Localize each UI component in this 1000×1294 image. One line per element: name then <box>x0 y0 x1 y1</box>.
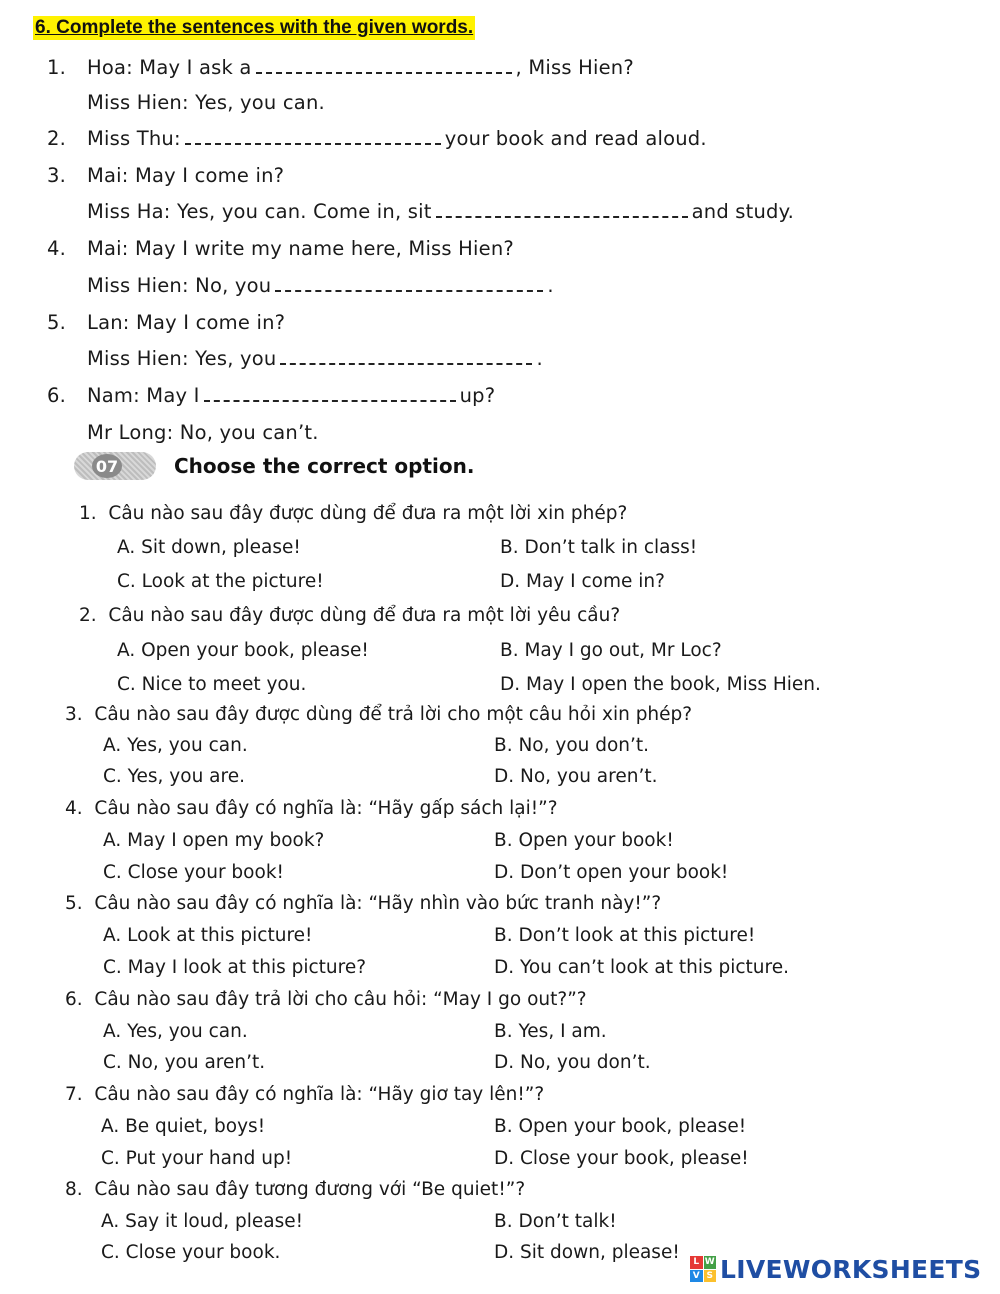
q1-option-c[interactable]: C. Look at the picture! <box>117 571 324 592</box>
question-number: 2. <box>79 605 97 626</box>
exercise-7-header <box>74 451 474 481</box>
q7-option-b[interactable]: B. Open your book, please! <box>494 1116 747 1137</box>
answer-blank-1[interactable] <box>256 58 512 74</box>
q1-option-b[interactable]: B. Don’t talk in class! <box>500 537 698 558</box>
answer-blank-5[interactable] <box>280 349 532 365</box>
sentence-end: , Miss Hien? <box>515 56 634 79</box>
q6-option-a[interactable]: A. Yes, you can. <box>103 1021 248 1042</box>
ex6-item-1 <box>47 56 634 79</box>
q5-option-b[interactable]: B. Don’t look at this picture! <box>494 925 756 946</box>
question-text: Câu nào sau đây được dùng để đưa ra một lời xin phép? <box>108 503 628 524</box>
sentence-start: Miss Thu: <box>87 127 181 150</box>
exercise-7-title: Choose the correct option. <box>174 454 475 478</box>
q2-option-c[interactable]: C. Nice to meet you. <box>117 674 307 695</box>
question-7 <box>65 1084 544 1105</box>
question-text: Câu nào sau đây có nghĩa là: “Hãy gấp sách lại!”? <box>94 798 558 819</box>
liveworksheets-logo <box>690 1254 981 1284</box>
q2-option-d[interactable]: D. May I open the book, Miss Hien. <box>500 674 821 695</box>
q8-option-a[interactable]: A. Say it loud, please! <box>101 1211 304 1232</box>
question-number: 7. <box>65 1084 83 1105</box>
q5-option-a[interactable]: A. Look at this picture! <box>103 925 313 946</box>
q6-option-b[interactable]: B. Yes, I am. <box>494 1021 607 1042</box>
question-number: 4. <box>65 798 83 819</box>
question-text: Câu nào sau đây trả lời cho câu hỏi: “May I go out?”? <box>94 989 587 1010</box>
question-number: 1. <box>79 503 97 524</box>
q3-option-c[interactable]: C. Yes, you are. <box>103 766 245 787</box>
question-6 <box>65 989 587 1010</box>
ex6-item-4 <box>47 237 514 260</box>
item-number: 3. <box>47 164 67 187</box>
ex6-reply-1: Miss Hien: Yes, you can. <box>87 91 325 114</box>
question-5 <box>65 893 661 914</box>
q1-option-d[interactable]: D. May I come in? <box>500 571 665 592</box>
q1-option-a[interactable]: A. Sit down, please! <box>117 537 301 558</box>
sentence-end: your book and read aloud. <box>444 127 707 150</box>
q3-option-b[interactable]: B. No, you don’t. <box>494 735 650 756</box>
question-number: 6. <box>65 989 83 1010</box>
sentence-end: . <box>536 347 543 370</box>
q8-option-d[interactable]: D. Sit down, please! <box>494 1242 680 1263</box>
q7-option-a[interactable]: A. Be quiet, boys! <box>101 1116 266 1137</box>
exercise-6-title: 6. Complete the sentences with the given words. <box>35 17 474 38</box>
q3-option-d[interactable]: D. No, you aren’t. <box>494 766 658 787</box>
ex6-reply-3 <box>87 200 794 223</box>
sentence-end: and study. <box>691 200 794 223</box>
logo-mark-icon: L W V S <box>690 1256 716 1282</box>
question-3 <box>65 704 692 725</box>
question-text: Câu nào sau đây được dùng để đưa ra một lời yêu cầu? <box>108 605 621 626</box>
ex6-reply-5 <box>87 347 543 370</box>
q4-option-b[interactable]: B. Open your book! <box>494 830 674 851</box>
q6-option-d[interactable]: D. No, you don’t. <box>494 1052 651 1073</box>
ex6-item-6 <box>47 384 495 407</box>
question-number: 8. <box>65 1179 83 1200</box>
q5-option-d[interactable]: D. You can’t look at this picture. <box>494 957 789 978</box>
question-text: Câu nào sau đây có nghĩa là: “Hãy nhìn vào bức tranh này!”? <box>94 893 662 914</box>
sentence-start: Miss Ha: Yes, you can. Come in, sit <box>87 200 432 223</box>
sentence-text: Mai: May I write my name here, Miss Hien? <box>87 237 514 260</box>
question-2 <box>79 605 620 626</box>
item-number: 6. <box>47 384 67 407</box>
sentence-start: Nam: May I <box>87 384 200 407</box>
q4-option-c[interactable]: C. Close your book! <box>103 862 284 883</box>
answer-blank-6[interactable] <box>204 386 456 402</box>
q8-option-b[interactable]: B. Don’t talk! <box>494 1211 617 1232</box>
question-text: Câu nào sau đây có nghĩa là: “Hãy giơ tay lên!”? <box>94 1084 545 1105</box>
question-4 <box>65 798 558 819</box>
item-number: 5. <box>47 311 67 334</box>
exercise-number-badge <box>74 452 156 480</box>
question-8 <box>65 1179 525 1200</box>
q4-option-a[interactable]: A. May I open my book? <box>103 830 325 851</box>
ex6-item-3 <box>47 164 284 187</box>
sentence-start: Miss Hien: Yes, you <box>87 347 277 370</box>
q6-option-c[interactable]: C. No, you aren’t. <box>103 1052 266 1073</box>
badge-number: 07 <box>92 454 122 478</box>
logo-text: LIVEWORKSHEETS <box>720 1254 982 1284</box>
sentence-text: Lan: May I come in? <box>87 311 286 334</box>
question-text: Câu nào sau đây được dùng để trả lời cho một câu hỏi xin phép? <box>94 704 693 725</box>
q4-option-d[interactable]: D. Don’t open your book! <box>494 862 729 883</box>
item-number: 2. <box>47 127 67 150</box>
q7-option-d[interactable]: D. Close your book, please! <box>494 1148 749 1169</box>
question-text: Câu nào sau đây tương đương với “Be quiet!”? <box>94 1179 526 1200</box>
ex6-reply-6: Mr Long: No, you can’t. <box>87 421 319 444</box>
ex6-item-2 <box>47 127 707 150</box>
q8-option-c[interactable]: C. Close your book. <box>101 1242 281 1263</box>
q2-option-a[interactable]: A. Open your book, please! <box>117 640 369 661</box>
q7-option-c[interactable]: C. Put your hand up! <box>101 1148 293 1169</box>
item-number: 1. <box>47 56 67 79</box>
sentence-start: Miss Hien: No, you <box>87 274 272 297</box>
sentence-end: up? <box>459 384 496 407</box>
question-number: 3. <box>65 704 83 725</box>
q3-option-a[interactable]: A. Yes, you can. <box>103 735 248 756</box>
sentence-text: Mai: May I come in? <box>87 164 285 187</box>
q2-option-b[interactable]: B. May I go out, Mr Loc? <box>500 640 722 661</box>
q5-option-c[interactable]: C. May I look at this picture? <box>103 957 367 978</box>
ex6-reply-4 <box>87 274 554 297</box>
ex6-item-5 <box>47 311 285 334</box>
sentence-start: Hoa: May I ask a <box>87 56 252 79</box>
answer-blank-4[interactable] <box>275 276 543 292</box>
answer-blank-3[interactable] <box>436 202 688 218</box>
sentence-end: . <box>547 274 554 297</box>
item-number: 4. <box>47 237 67 260</box>
answer-blank-2[interactable] <box>185 129 441 145</box>
question-number: 5. <box>65 893 83 914</box>
question-1 <box>79 503 627 524</box>
